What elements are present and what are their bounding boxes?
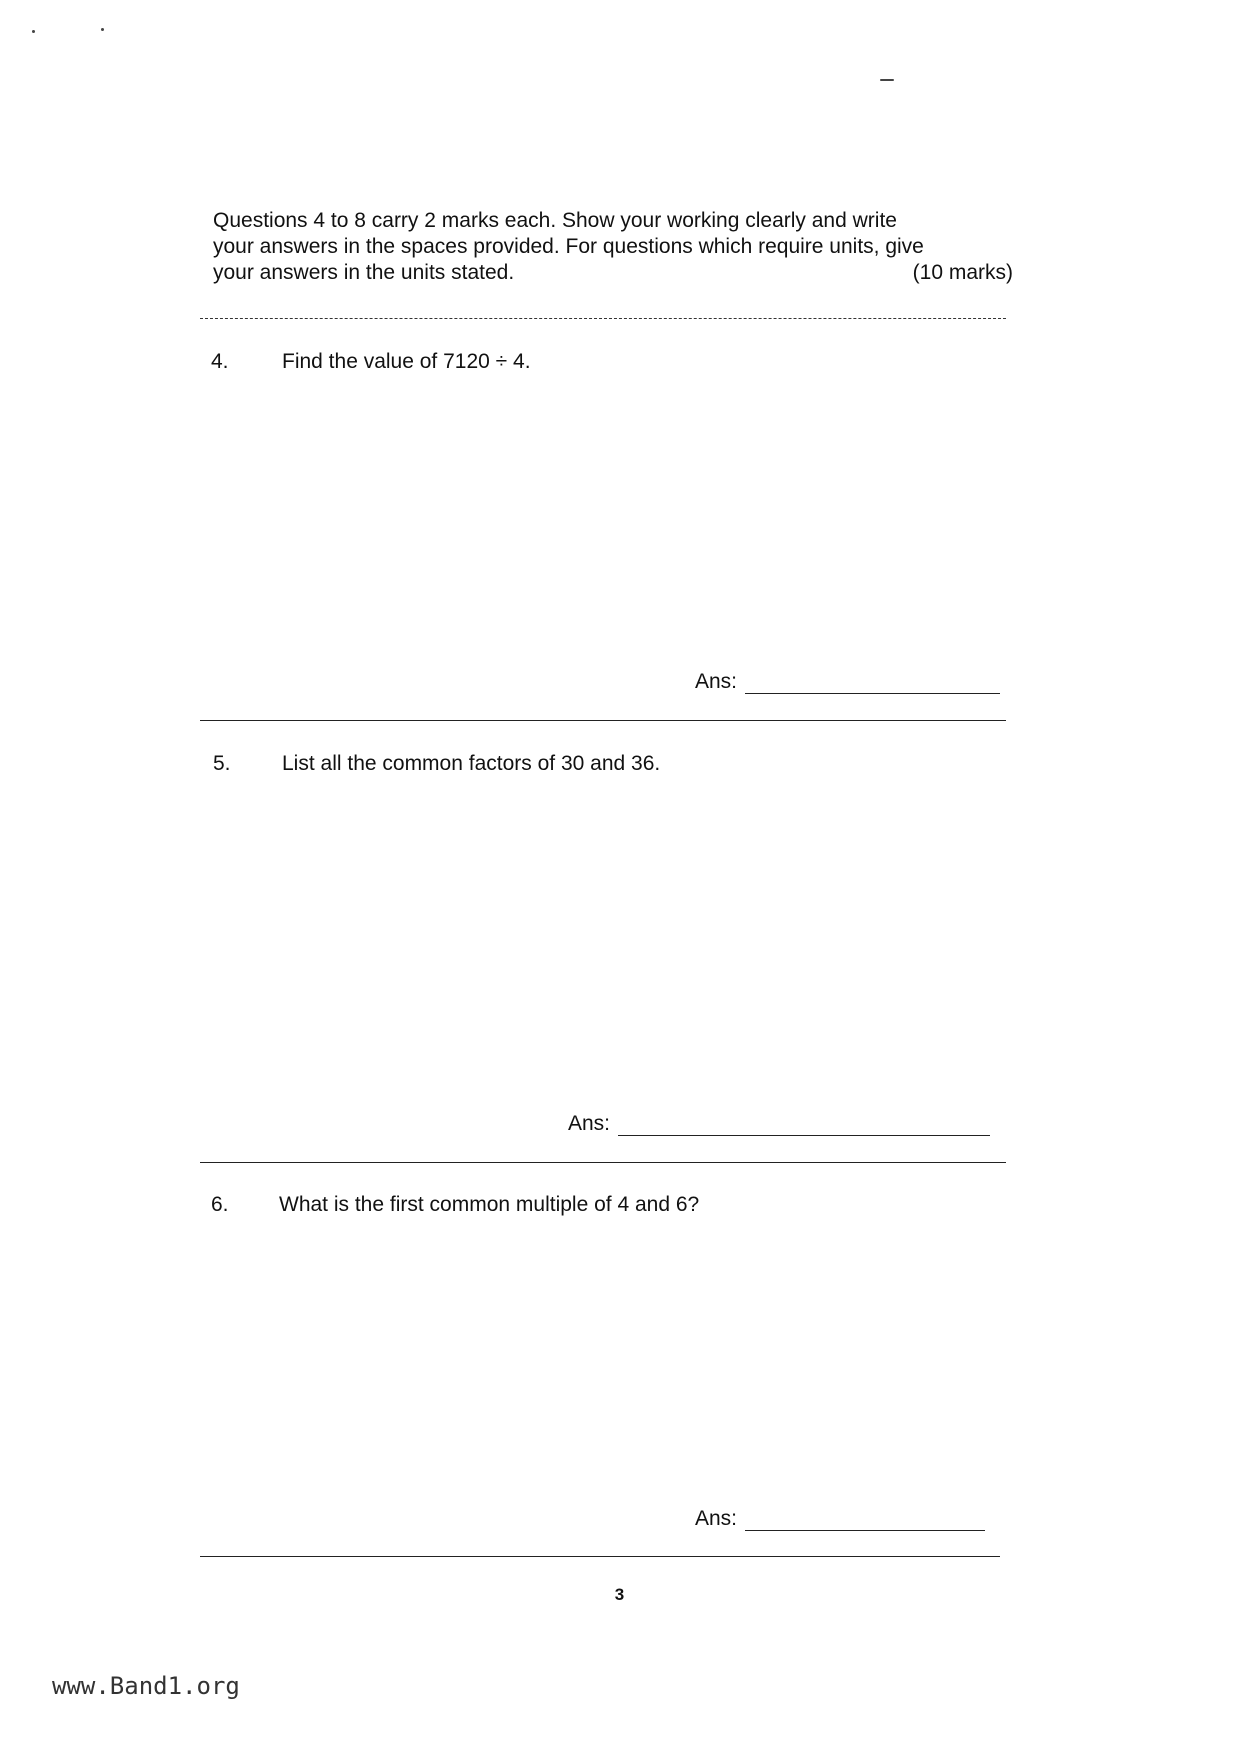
- question-6-number: 6.: [211, 1193, 229, 1216]
- answer-blank[interactable]: [618, 1117, 990, 1136]
- watermark: www.Band1.org: [52, 1672, 240, 1700]
- scan-speck: [101, 28, 104, 31]
- scan-speck: [32, 30, 35, 33]
- question-5-number: 5.: [213, 752, 231, 775]
- question-6-answer: [695, 1507, 985, 1531]
- question-4-number: 4.: [211, 350, 229, 373]
- question-6-text: What is the first common multiple of 4 and 6?: [279, 1193, 700, 1216]
- question-4-answer: [695, 670, 1000, 694]
- page-number: 3: [614, 1585, 625, 1604]
- question-4-text: Find the value of 7120 ÷ 4.: [282, 350, 531, 373]
- instructions-line-3-row: [213, 260, 1013, 286]
- question-divider: [200, 720, 1006, 721]
- question-divider: [200, 1162, 1006, 1163]
- question-5-text: List all the common factors of 30 and 36.: [282, 752, 661, 775]
- answer-label: Ans:: [695, 1507, 738, 1530]
- section-divider: [200, 318, 1006, 319]
- answer-blank[interactable]: [745, 675, 1000, 694]
- question-divider: [200, 1556, 1000, 1557]
- answer-label: Ans:: [695, 670, 738, 693]
- instructions-line-1: Questions 4 to 8 carry 2 marks each. Show your working clearly and write: [213, 209, 897, 232]
- instructions-line-2: your answers in the spaces provided. For questions which require units, give: [213, 235, 924, 258]
- answer-blank[interactable]: [745, 1512, 985, 1531]
- marks-total: (10 marks): [912, 261, 1013, 284]
- instructions-line-3: your answers in the units stated.: [213, 261, 515, 284]
- instructions-block: [213, 208, 1013, 286]
- answer-label: Ans:: [568, 1112, 611, 1135]
- scan-speck: [880, 79, 894, 81]
- question-5-answer: [568, 1112, 990, 1136]
